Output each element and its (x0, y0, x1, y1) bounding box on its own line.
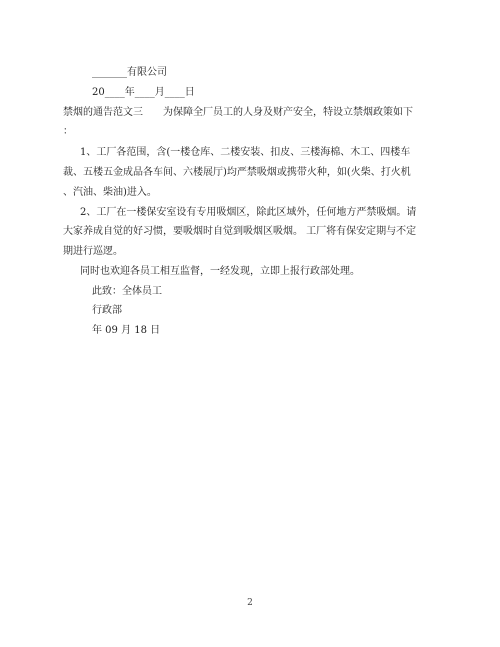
addressee-line: 此致：全体员工 (92, 286, 162, 297)
item-1-line-3: 、汽油、柴油)进入。 (63, 187, 157, 198)
page-number: 2 (247, 598, 253, 608)
date-line: 20____年____月____日 (92, 87, 195, 98)
item-2-line-1: 2、工厂在一楼保安室设有专用吸烟区，除此区域外，任何地方严禁吸烟。请 (80, 207, 417, 218)
notice-title-line: 禁烟的通告范文三 为保障全厂员工的人身及财产安全，特设立禁烟政策如下 (63, 107, 413, 118)
sign-date-line: 年 09 月 18 日 (92, 325, 161, 336)
item-1-line-2: 裁、五楼五金成品各车间、六楼展厅)均严禁吸烟或携带火种，如(火柴、打火机 (63, 167, 411, 178)
item-1-line-1: 1、工厂各范围，含(一楼仓库、二楼安装、扣皮、三楼海棉、木工、四楼车 (80, 147, 411, 158)
supervision-line: 同时也欢迎各员工相互监督，一经发现，立即上报行政部处理。 (80, 266, 360, 277)
item-2-line-2: 大家养成自觉的好习惯，要吸烟时自觉到吸烟区吸烟。 工厂将有保安定期与不定 (63, 226, 417, 237)
item-2-line-3: 期进行巡逻。 (63, 246, 123, 257)
colon-line: ： (63, 126, 73, 137)
department-line: 行政部 (92, 305, 122, 316)
company-line: _______有限公司 (92, 67, 167, 78)
